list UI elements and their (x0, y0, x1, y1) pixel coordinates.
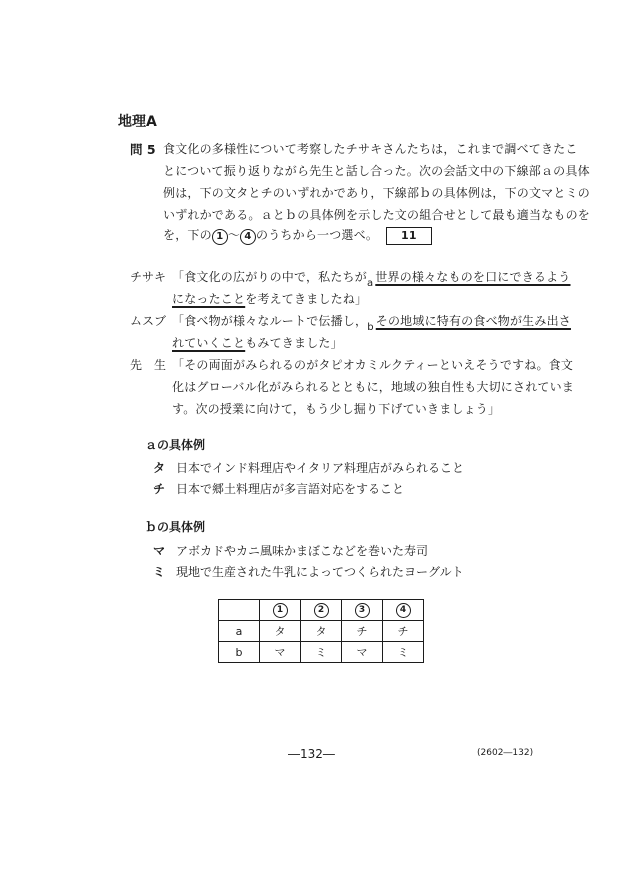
speech-chisaki-line-1 (172, 268, 571, 289)
underlined-phrase-a-cont: になったこと (172, 292, 246, 306)
table-row-label: a (219, 621, 260, 642)
table-cell: タ (301, 621, 342, 642)
speech-musubu-line-1 (172, 312, 571, 333)
underlined-phrase-b: その地域に特有の食べ物が生み出さ (375, 314, 571, 328)
choice-circle: 2 (314, 603, 329, 618)
choice-circle: 4 (396, 603, 411, 618)
question-number: 問 5 (130, 142, 156, 157)
table-row (219, 621, 424, 642)
speech-teacher-line-1: 「その両面がみられるのがタピオカミルクティーといえそうですね。食文 (172, 358, 574, 372)
speaker-chisaki: チサキ (130, 270, 167, 284)
choice-1-circle: 1 (212, 229, 228, 245)
table-cell: タ (260, 621, 301, 642)
choice-range-tilde: ～ (227, 228, 241, 242)
option-ta-text: 日本でインド料理店やイタリア料理店がみられること (176, 461, 465, 475)
option-ta-letter: タ (153, 461, 166, 475)
question-line-3: 例は，下の文タとチのいずれかであり，下線部ｂの具体例は，下の文マとミの (163, 186, 591, 200)
section-b-heading: ｂの具体例 (145, 520, 206, 534)
table-header-cell[interactable] (342, 600, 383, 621)
table-header-row (219, 600, 424, 621)
speaker-teacher: 先 生 (130, 358, 167, 372)
option-mi-letter: ミ (153, 565, 166, 579)
table-row (219, 642, 424, 663)
table-corner-cell (219, 600, 260, 621)
question-line-5-suffix: のうちから一つ選べ。 (256, 228, 379, 242)
underline-label-b: b (367, 322, 374, 333)
speech-musubu-line-2 (172, 334, 343, 351)
table-cell: マ (342, 642, 383, 663)
speaker-musubu: ムスブ (130, 314, 167, 328)
speech-chisaki-line-2 (172, 290, 367, 307)
speech-musubu-plain: 「食べ物が様々なルートで伝播し， (172, 314, 368, 328)
speech-musubu-end: もみてきました」 (245, 336, 343, 350)
choice-4-circle: 4 (240, 229, 256, 245)
table-header-cell[interactable] (301, 600, 342, 621)
underline-label-a: a (366, 278, 374, 289)
subject-heading: 地理A (118, 114, 157, 130)
table-cell: ミ (383, 642, 424, 663)
underlined-phrase-a: 世界の様々なものを口にできるよう (375, 270, 571, 284)
table-cell: チ (383, 621, 424, 642)
question-line-2: とについて振り返りながら先生と話し合った。次の会話文中の下線部ａの具体 (163, 164, 590, 178)
answer-box[interactable]: 11 (386, 227, 432, 245)
table-cell: ミ (301, 642, 342, 663)
question-line-5-prefix: を，下の (163, 228, 212, 242)
table-row-label: b (219, 642, 260, 663)
table-header-cell[interactable] (383, 600, 424, 621)
option-ma-text: アボカドやカニ風味かまぼこなどを巻いた寿司 (176, 544, 429, 558)
option-ma-letter: マ (153, 544, 166, 558)
option-mi-text: 現地で生産された牛乳によってつくられたヨーグルト (176, 565, 464, 579)
speech-teacher-line-2: 化はグローバル化がみられるとともに，地域の独自性も大切にされていま (172, 380, 575, 394)
underlined-phrase-b-cont: れていくこと (172, 336, 246, 350)
speech-chisaki-end: を考えてきましたね」 (245, 292, 368, 306)
choice-circle: 1 (273, 603, 288, 618)
section-a-heading: ａの具体例 (145, 438, 206, 452)
choice-circle: 3 (355, 603, 370, 618)
option-chi-letter: チ (153, 482, 166, 496)
option-chi-text: 日本で郷土料理店が多言語対応をすること (176, 482, 405, 496)
table-cell: マ (260, 642, 301, 663)
table-cell: チ (342, 621, 383, 642)
combination-table (218, 599, 424, 663)
question-line-4: いずれかである。ａとｂの具体例を示した文の組合せとして最も適当なものを (163, 208, 591, 222)
exam-code: (2602―132) (477, 748, 534, 758)
speech-teacher-line-3: す。次の授業に向けて，もう少し掘り下げていきましょう」 (172, 402, 501, 416)
table-header-cell[interactable] (260, 600, 301, 621)
question-line-1: 食文化の多様性について考察したチサキさんたちは，これまで調べてきたこ (163, 142, 578, 156)
question-line-5 (163, 226, 432, 245)
page-number: ―132― (288, 747, 335, 761)
speech-chisaki-plain: 「食文化の広がりの中で，私たちが (172, 270, 367, 284)
